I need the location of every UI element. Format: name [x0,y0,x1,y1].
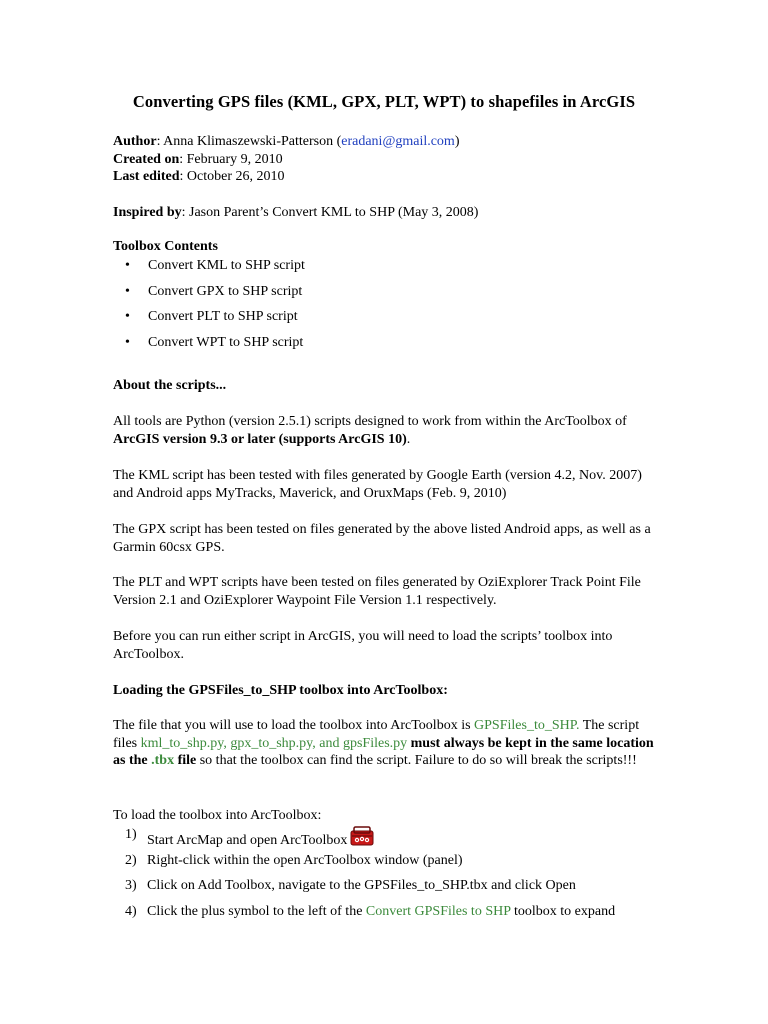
paragraph-text: The script files [113,718,640,751]
document-title: Converting GPS files (KML, GPX, PLT, WPT) to shapefiles in ArcGIS [132,92,636,111]
step-text: Click the plus symbol to the left of the [147,903,366,919]
paragraph-bold-text: ArcGIS version 9.3 or later (supports ArcGIS 10) [113,431,407,447]
convert-gpsfiles-link[interactable]: Convert GPSFiles to SHP [365,903,511,919]
toolbox-contents-list [113,257,305,359]
tbx-text: .tbx [151,753,175,768]
metadata-block [113,133,658,186]
steps-list [113,826,673,928]
paragraph-text: so that the toolbox can find the script. Failure to do so will break the scripts!!! [196,753,637,768]
paragraph-python [113,413,658,448]
step-number: 4) [125,903,137,919]
bullet-icon: • [125,258,130,273]
step-number: 1) [125,827,137,842]
author-label: Author [113,134,157,149]
author-close: ) [454,134,460,149]
bullet-icon: • [125,283,130,299]
paragraph-bold-text: must always be kept in the same location as the [113,735,654,768]
list-item-text: Convert WPT to SHP script [148,334,304,350]
step-text: Right-click within the open ArcToolbox window (panel) [147,852,463,868]
paragraph-to-load: To load the toolbox into ArcToolbox: [113,808,322,823]
script-files-link[interactable]: kml_to_shp.py, gpx_to_shp.py, and gpsFiles.py [140,735,408,751]
paragraph-file [113,717,663,770]
bullet-icon: • [125,334,130,350]
list-item-text: Convert GPX to SHP script [148,283,303,299]
paragraph-gpx: The GPX script has been tested on files generated by the above listed Android apps, as well as a Garmin 60csx GPS. [113,522,651,555]
list-item [113,903,673,929]
paragraph-text: All tools are Python (version 2.5.1) scripts designed to work from within the ArcToolbox of [113,414,627,429]
paragraph-bold-text: file [174,753,197,768]
edited-line [113,168,658,186]
step-number: 2) [125,852,137,868]
list-item [113,877,673,903]
list-item [113,257,305,283]
paragraph-kml: The KML script has been tested with files generated by Google Earth (version 4.2, Nov. 2007) and Android apps MyTracks, Maverick, and OruxMaps (Feb. 9, 2010) [113,468,642,501]
list-item [113,334,305,360]
list-item-text: Convert KML to SHP script [148,258,305,273]
author-name: : Anna Klimaszewski-Patterson ( [156,134,342,149]
step-text: toolbox to expand [510,903,616,919]
created-line [113,151,658,169]
author-line [113,133,658,151]
bullet-icon: • [125,309,130,324]
paragraph-plt-wpt: The PLT and WPT scripts have been tested on files generated by OziExplorer Track Point File Version 2.1 and OziExplorer Waypoint File Version 1.1 respectively. [113,575,641,608]
edited-label: Last edited [113,169,180,184]
arctoolbox-icon [350,826,374,846]
paragraph-before: Before you can run either script in ArcGIS, you will need to load the scripts’ toolbox into ArcToolbox. [113,629,613,662]
list-item [113,826,673,852]
list-item [113,852,673,878]
list-item [113,283,305,309]
edited-value: : October 26, 2010 [179,169,285,184]
gpsfiles-link[interactable]: GPSFiles_to_SHP. [474,718,580,733]
step-text: Start ArcMap and open ArcToolbox [147,833,348,848]
inspired-line [113,204,658,222]
paragraph-text: . [406,431,411,447]
inspired-label: Inspired by [113,205,182,220]
list-item-text: Convert PLT to SHP script [148,309,298,324]
about-heading: About the scripts... [113,378,227,393]
paragraph-text: The file that you will use to load the toolbox into ArcToolbox is [113,718,475,733]
toolbox-heading: Toolbox Contents [113,239,218,254]
step-number: 3) [125,878,137,893]
created-label: Created on [113,151,180,167]
step-text: Click on Add Toolbox, navigate to the GPSFiles_to_SHP.tbx and click Open [147,878,576,893]
inspired-value: : Jason Parent’s Convert KML to SHP (May 3, 2008) [181,205,479,220]
list-item [113,308,305,334]
author-email-link[interactable]: eradani@gmail.com [341,134,455,149]
created-value: : February 9, 2010 [179,151,283,167]
loading-heading: Loading the GPSFiles_to_SHP toolbox into ArcToolbox: [113,683,448,698]
